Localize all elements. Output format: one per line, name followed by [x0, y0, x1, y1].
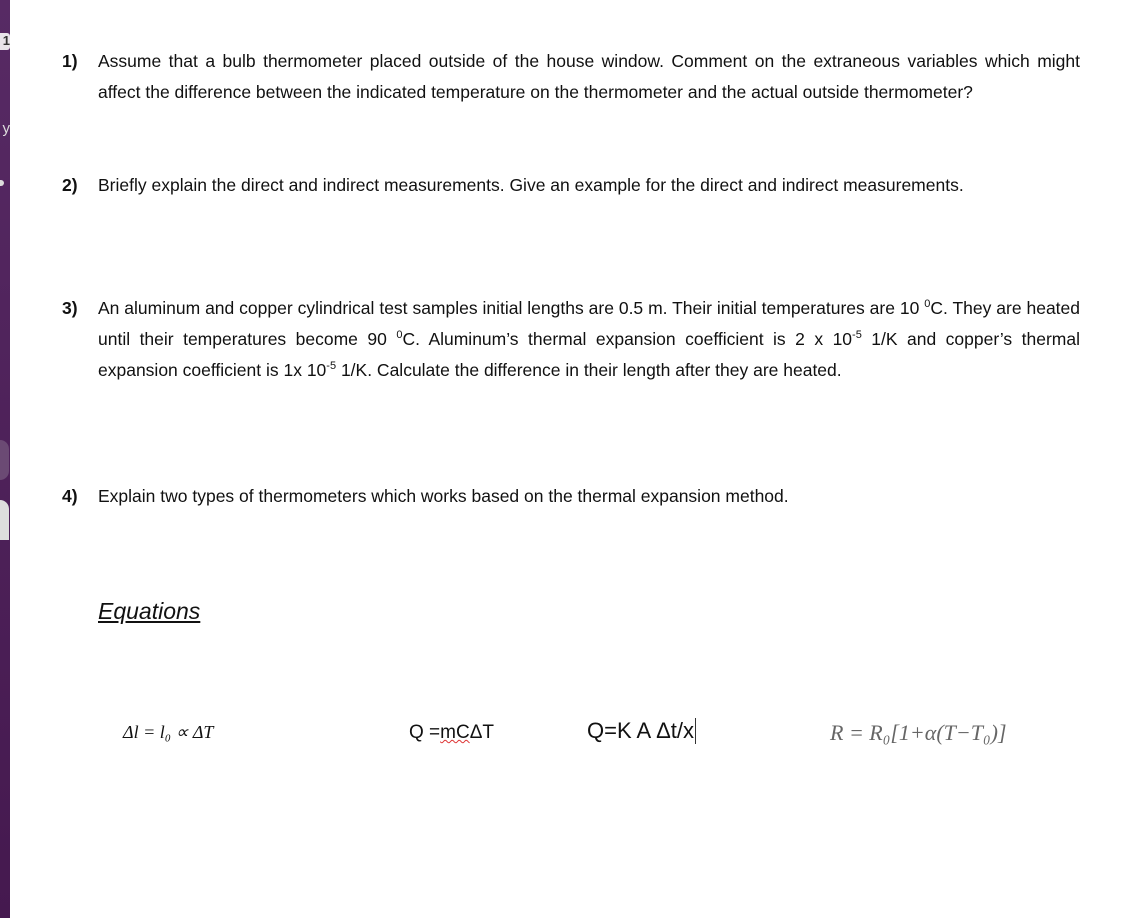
question-text: Briefly explain the direct and indirect measurements. Give an example for the direct and indirect measurements.: [98, 175, 964, 195]
question-text: An aluminum and copper cylindrical test samples initial lengths are 0.5 m. Their initial temperatures are 10 $^0$C. They are heated until their temperatures become 90 $^0$C. Aluminum’s thermal expansion coefficient is 2 x $10^{-5}$ 1/K and copper’s thermal expansion coefficient is 1x $10^{-5}$ 1/K. Calculate the difference in their length after they are heated.: [98, 298, 1080, 380]
question-4: [62, 481, 1080, 512]
question-number: 2): [62, 175, 78, 195]
sidebar-letter: y: [2, 120, 10, 137]
equation-conduction: Q=K A Δt/x: [587, 718, 695, 743]
sidebar: [0, 0, 10, 918]
sidebar-dot: [0, 180, 4, 186]
question-text: Explain two types of thermometers which works based on the thermal expansion method.: [98, 486, 789, 506]
equation-thermal-expansion: Δl = l₀ ∝ ΔT: [123, 722, 214, 742]
question-number: 1): [62, 51, 78, 71]
equations-title: Equations: [98, 598, 201, 624]
question-2: [62, 170, 1080, 201]
question-text: Assume that a bulb thermometer placed outside of the house window. Comment on the extraneous variables which might affect the difference between the indicated temperature on the thermometer and the actual outside thermometer?: [98, 51, 1080, 102]
question-number: 4): [62, 486, 78, 506]
question-number: 3): [62, 298, 78, 318]
sidebar-button[interactable]: [0, 500, 9, 540]
page-tab[interactable]: 1: [0, 33, 10, 50]
equation-resistance: R = R₀[1+α(T−T₀)]: [830, 720, 1007, 745]
question-1: [62, 46, 1080, 108]
sidebar-button[interactable]: [0, 440, 9, 480]
equation-heat: Q =mCΔT: [409, 722, 495, 743]
question-3: [62, 293, 1080, 386]
